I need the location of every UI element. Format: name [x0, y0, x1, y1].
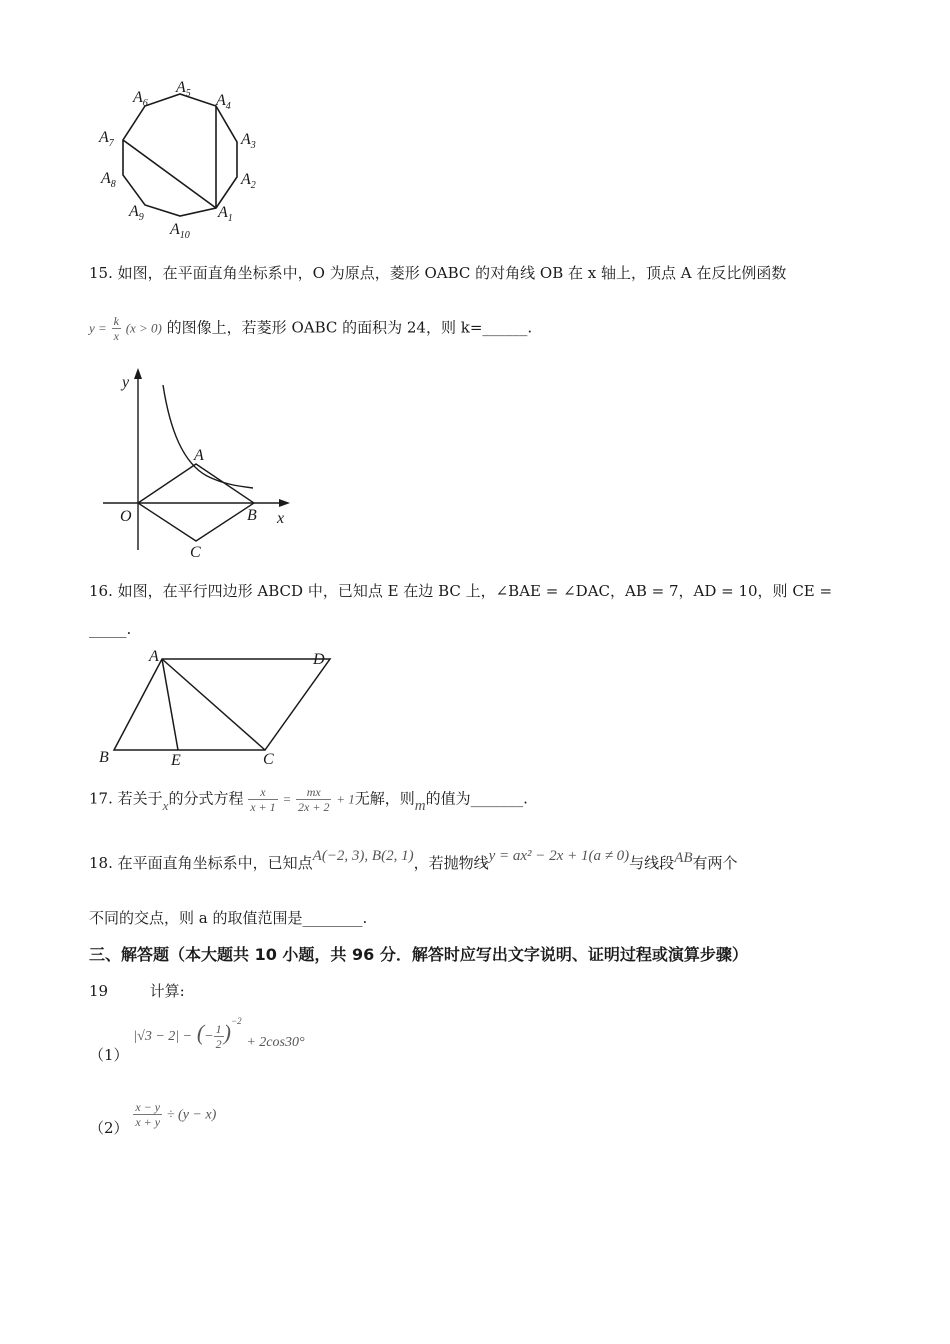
- q17-equals: =: [282, 791, 292, 807]
- q19-part1-paren-open: (: [196, 1020, 205, 1045]
- q18-text-c: 与线段: [629, 854, 675, 872]
- q18-text-b: ，若抛物线: [413, 854, 489, 872]
- q19-part1-label: （1）: [89, 1046, 129, 1064]
- q15-text2: 的图像上，若菱形 OABC 的面积为 24，则 k=______.: [166, 318, 533, 337]
- label-a1: $A_1$: [218, 204, 233, 224]
- q19-number: 19: [89, 982, 109, 1000]
- q19-part2: [89, 1100, 217, 1137]
- segment-ae: [162, 659, 178, 750]
- q17-text-c: 无解，则: [354, 789, 415, 808]
- q16-line1: [89, 580, 832, 601]
- q19-part2-fraction: $\frac{x - y}{x + y}$: [135, 1100, 161, 1129]
- y-axis-arrow: [134, 368, 142, 379]
- q15-formula-y: y =: [89, 320, 107, 336]
- q19-part1-exponent: −2: [231, 1016, 242, 1026]
- q19-header: [89, 980, 185, 1001]
- q15-line1: [89, 262, 786, 283]
- q19-part2-label: （2）: [89, 1118, 129, 1137]
- label-a8: $A_8$: [101, 170, 116, 190]
- diagonal-a7-a1: [123, 140, 216, 208]
- q16-text2: _____.: [89, 620, 132, 638]
- q16-text1: 如图，在平行四边形 ABCD 中，已知点 E 在边 BC 上，∠BAE = ∠DAC，AB = 7，AD = 10，则 CE =: [117, 582, 833, 600]
- q18-text-a: 在平面直角坐标系中，已知点: [117, 854, 313, 872]
- q18-line1: [89, 848, 738, 873]
- label-a3: $A_3$: [241, 131, 256, 151]
- q17-var-x: x: [162, 797, 169, 813]
- label-b: B: [99, 749, 109, 766]
- label-a: A: [194, 447, 204, 464]
- q17-var-m: m: [414, 797, 426, 814]
- q19-part1-fraction: $\frac{1}{2}$: [215, 1021, 222, 1051]
- decagon-figure: [95, 78, 275, 243]
- label-o: O: [120, 508, 132, 525]
- label-a5: $A_5$: [176, 79, 191, 99]
- q15-figure: [95, 365, 305, 565]
- q15-number: 15.: [89, 264, 113, 282]
- segment-ac: [162, 659, 265, 750]
- label-a4: $A_4$: [216, 92, 231, 112]
- label-d: D: [313, 651, 325, 668]
- label-a7: $A_7$: [99, 129, 114, 149]
- parallelogram-abcd: [114, 659, 330, 750]
- label-x: x: [277, 510, 285, 527]
- q16-number: 16.: [89, 582, 113, 600]
- q18-text-d: 有两个: [692, 854, 738, 872]
- q19-part1-paren-close: ): [223, 1020, 231, 1045]
- q19-prompt: 计算:: [149, 982, 185, 1000]
- q17-text-b: 的分式方程: [168, 789, 244, 808]
- q17-text-d: 的值为_______.: [425, 789, 528, 808]
- label-a10: $A_{10}$: [170, 221, 190, 241]
- q17-fraction-1: $\frac{x}{x + 1}$: [250, 785, 276, 814]
- q16-figure: [95, 645, 340, 770]
- label-c: C: [190, 544, 201, 561]
- label-e: E: [171, 752, 181, 769]
- label-y: y: [122, 374, 130, 391]
- q17-number: 17.: [89, 789, 113, 808]
- label-a9: $A_9$: [129, 203, 144, 223]
- q17-plus-one: + 1: [336, 791, 355, 807]
- q18-text2: 不同的交点，则 a 的取值范围是________.: [89, 909, 368, 927]
- q19-part1: [89, 1016, 305, 1064]
- x-axis-arrow: [279, 499, 290, 507]
- q19-part1-minus: −: [204, 1029, 214, 1044]
- q18-line2: [89, 907, 367, 928]
- q15-line2: [89, 314, 532, 343]
- q19-part1-expr-b: + 2cos30°: [246, 1035, 305, 1050]
- q18-number: 18.: [89, 854, 113, 872]
- q15-formula-frac: $\frac{k}{x}$: [113, 314, 119, 343]
- q17-text-a: 若关于: [117, 789, 163, 808]
- q18-points: A(−2, 3), B(2, 1): [312, 848, 414, 864]
- label-c: C: [263, 751, 274, 768]
- q18-parabola: y = ax² − 2x + 1(a ≠ 0): [488, 848, 630, 864]
- label-a2: $A_2$: [241, 171, 256, 191]
- q18-segment: AB: [674, 850, 693, 866]
- label-b: B: [247, 507, 257, 524]
- section-3-heading: 三、解答题（本大题共 10 小题，共 96 分．解答时应写出文字说明、证明过程或演算步骤）: [89, 945, 748, 964]
- q19-part2-rest: ÷ (y − x): [166, 1107, 217, 1123]
- decagon-outline: [123, 94, 237, 216]
- q15-formula-cond: (x > 0): [125, 320, 162, 336]
- q15-text1: 如图，在平面直角坐标系中，O 为原点，菱形 OABC 的对角线 OB 在 x 轴上，顶点 A 在反比例函数: [117, 264, 787, 282]
- q17-fraction-2: $\frac{mx}{2x + 2}$: [298, 785, 330, 814]
- label-a6: $A_6$: [133, 89, 148, 109]
- q16-line2: [89, 620, 131, 638]
- q19-part1-expr-a: |√3 − 2| −: [133, 1029, 193, 1044]
- label-a: A: [149, 648, 159, 665]
- q17-line: [89, 785, 528, 814]
